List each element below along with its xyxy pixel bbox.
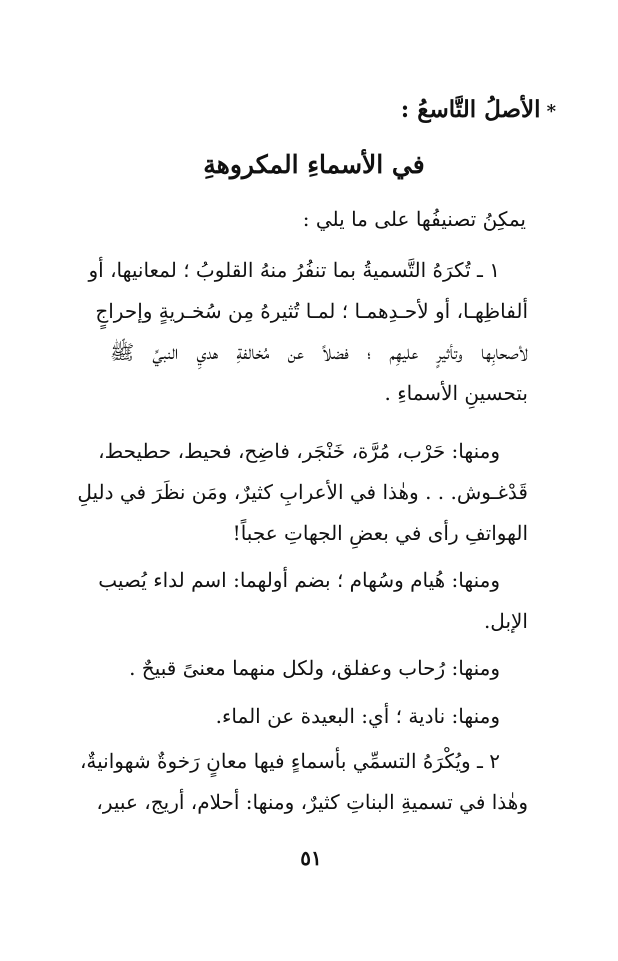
paragraph-line: ومنها: حَرْب، مُرَّة، خَنْجَر، فاضِح، فحيط، حطيحط، (98, 439, 500, 463)
star-icon: * (546, 101, 556, 122)
section-title: في الأسماءِ المكروهةِ (203, 150, 425, 179)
page-number: ٥١ (300, 846, 322, 870)
paragraph-line: بتحسينِ الأسماءِ . (384, 381, 528, 405)
paragraph-line: الهواتفِ رأى في بعضِ الجهاتِ عجباً! (232, 521, 528, 545)
paragraph-line: لأصحابِها وتأثيرٍ عليهِم ؛ فضلاً عن مُخالفةِ هديِ النبيِّ ﷺ (110, 340, 528, 364)
paragraph-3 (98, 560, 528, 642)
paragraph-line: ومنها: هُيام وسُهام ؛ بضم أولهما: اسم لداء يُصيب (98, 568, 500, 592)
paragraph-2 (77, 431, 528, 554)
paragraph-line: ألفاظِهـا، أو لأحـدِهمـا ؛ لمـا تُثيرهُ مِن سُخـريةٍ وإحراجٍ (95, 299, 528, 323)
paragraph-5 (110, 696, 528, 737)
paragraph-6 (79, 741, 528, 823)
paragraph-4 (110, 648, 528, 689)
paragraph-1 (88, 250, 528, 414)
intro-line: يمكِنُ تصنيفُها على ما يلي : (302, 207, 526, 231)
paragraph-line: ١ ـ تُكرَهُ التَّسميةُ بما تنفُرُ منهُ القلوبُ ؛ لمعانيها، أو (88, 258, 500, 282)
section-label (401, 96, 556, 123)
section-label-text: الأصلُ التَّاسعُ : (400, 96, 541, 123)
paragraph-line: قَدْغـوش. . . وهٰذا في الأعرابِ كثيرٌ، ومَن نظَرَ في دليلِ (77, 480, 528, 504)
paragraph-line: ومنها: نادية ؛ أي: البعيدة عن الماء. (215, 704, 500, 728)
paragraph-line: وهٰذا في تسميةِ البناتِ كثيرٌ، ومنها: أحلام، أريج، عبير، (96, 790, 528, 814)
paragraph-line: ٢ ـ ويُكْرَهُ التسمِّي بأسماءٍ فيها معانٍ رَخوةٌ شهوانيةٌ، (79, 749, 500, 773)
paragraph-line: ومنها: رُحاب وعفلق، ولكل منهما معنىً قبيحٌ . (129, 656, 500, 680)
paragraph-line: الإبل. (483, 609, 528, 633)
